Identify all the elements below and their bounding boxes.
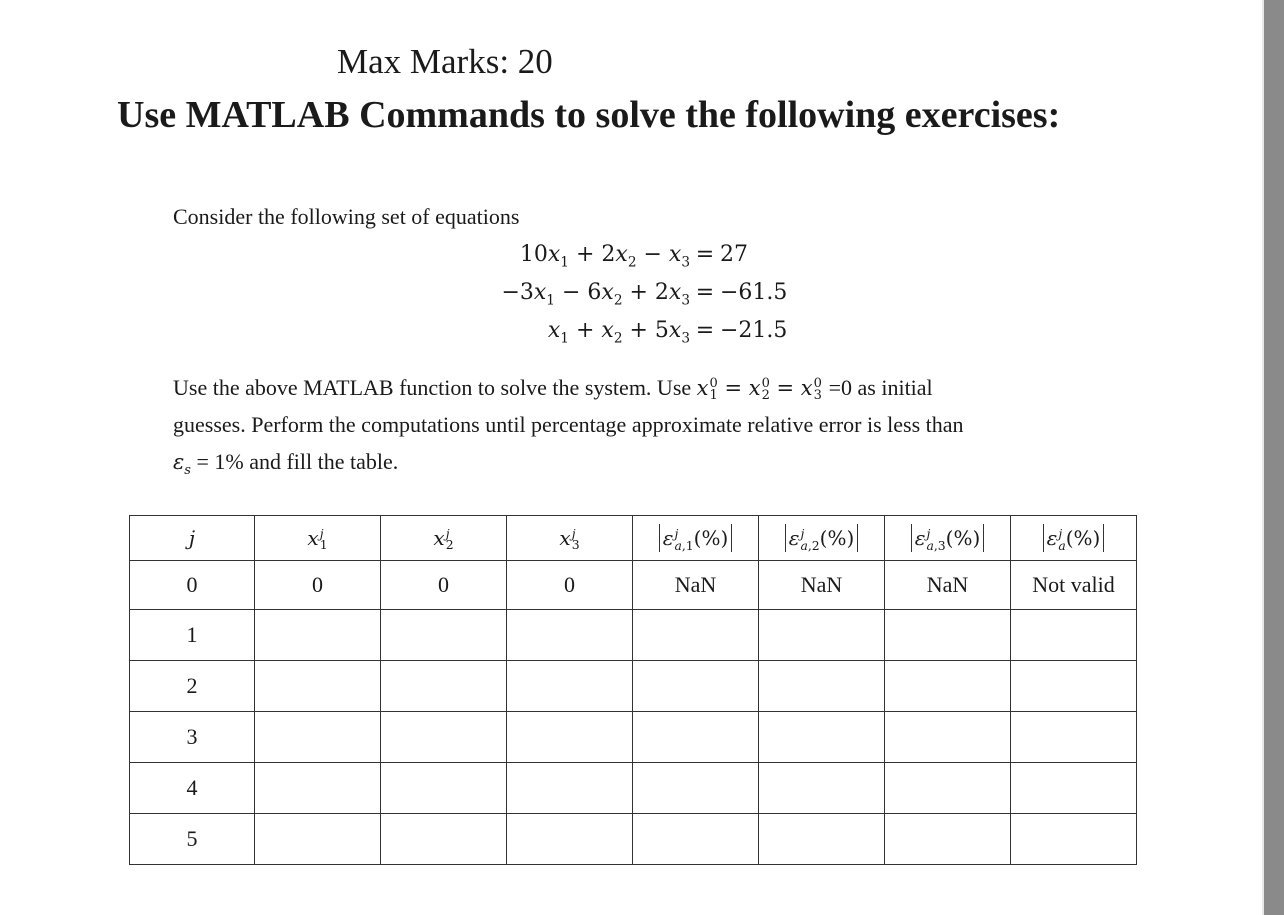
table-cell <box>759 763 885 814</box>
table-cell: 0 <box>507 561 633 610</box>
row-index-cell: 4 <box>130 763 255 814</box>
table-cell <box>507 763 633 814</box>
table-cell <box>885 763 1011 814</box>
row-index-cell: 1 <box>130 610 255 661</box>
equation-1-lhs: $10x_1 + 2x_2 - x_3$ <box>519 242 690 271</box>
header-x3: x j 3 <box>507 516 633 561</box>
table-cell <box>633 712 759 763</box>
initial-guess-expression: x 0 1 = x 0 2 = x 0 3 <box>696 375 822 403</box>
equation-2-rhs: −61.5 <box>720 280 788 305</box>
header-error-total: ε j a (%) <box>1011 516 1137 561</box>
table-cell <box>633 763 759 814</box>
table-row <box>130 814 1137 865</box>
table-cell: Not valid <box>1011 561 1137 610</box>
table-row <box>130 610 1137 661</box>
header-error-3: ε j a,3 (%) <box>885 516 1011 561</box>
tolerance-symbol: $\varepsilon_s$ <box>173 450 191 479</box>
equation-3: $x_1 + x_2 + 5x_3$ = −21.5 <box>470 312 870 350</box>
table-cell <box>507 814 633 865</box>
table-row <box>130 661 1137 712</box>
table-cell <box>381 712 507 763</box>
table-cell <box>507 610 633 661</box>
max-marks: Max Marks: 20 <box>337 42 553 81</box>
table-cell <box>507 712 633 763</box>
page-title: Use MATLAB Commands to solve the following exercises: <box>117 94 1061 136</box>
row-index-cell: 2 <box>130 661 255 712</box>
header-error-2: ε j a,2 (%) <box>759 516 885 561</box>
table-cell <box>1011 763 1137 814</box>
table-row <box>130 712 1137 763</box>
table-cell <box>885 814 1011 865</box>
instructions-line-1: Use the above MATLAB function to solve the system. Use x 0 1 = x 0 2 = x 0 3 =0 as initial <box>173 375 933 403</box>
table-row <box>130 561 1137 610</box>
table-cell <box>633 610 759 661</box>
table-cell: NaN <box>885 561 1011 610</box>
table-cell <box>633 661 759 712</box>
equation-1: $10x_1 + 2x_2 - x_3$ = 27 <box>470 236 870 274</box>
table-cell <box>507 661 633 712</box>
table-cell <box>885 661 1011 712</box>
table-cell <box>759 661 885 712</box>
table-cell <box>381 814 507 865</box>
table-row <box>130 763 1137 814</box>
row-index-cell: 0 <box>130 561 255 610</box>
table-header-row <box>130 516 1137 561</box>
table-cell <box>381 610 507 661</box>
header-j: j <box>130 516 255 561</box>
equation-3-lhs: $x_1 + x_2 + 5x_3$ <box>547 318 690 347</box>
table-cell <box>885 712 1011 763</box>
instructions-line-3: $\varepsilon_s = 1\%$ and fill the table. <box>173 449 399 479</box>
table-cell <box>1011 814 1137 865</box>
table-cell <box>759 814 885 865</box>
header-x2: x j 2 <box>381 516 507 561</box>
equation-2-lhs: $-3x_1 - 6x_2 + 2x_3$ <box>501 280 690 309</box>
table-cell <box>255 814 381 865</box>
table-cell <box>759 610 885 661</box>
table-cell <box>1011 661 1137 712</box>
equation-1-rhs: 27 <box>720 242 748 267</box>
table-cell <box>759 712 885 763</box>
row-index-cell: 5 <box>130 814 255 865</box>
table-cell <box>255 712 381 763</box>
iteration-table <box>129 515 1137 865</box>
table-cell <box>255 610 381 661</box>
table-cell <box>633 814 759 865</box>
header-x1: x j 1 <box>255 516 381 561</box>
row-index-cell: 3 <box>130 712 255 763</box>
problem-intro: Consider the following set of equations <box>173 204 520 229</box>
page-edge-scrollbar <box>1262 0 1284 915</box>
equation-3-rhs: −21.5 <box>720 318 788 343</box>
table-cell <box>255 661 381 712</box>
table-cell <box>255 763 381 814</box>
table-cell: NaN <box>633 561 759 610</box>
table-cell: 0 <box>255 561 381 610</box>
equation-2: $-3x_1 - 6x_2 + 2x_3$ = −61.5 <box>470 274 870 312</box>
header-error-1: ε j a,1 (%) <box>633 516 759 561</box>
table-cell <box>1011 712 1137 763</box>
table-cell <box>1011 610 1137 661</box>
table-cell: NaN <box>759 561 885 610</box>
equation-system <box>470 236 870 350</box>
table-cell: 0 <box>381 561 507 610</box>
instructions-paragraph <box>173 369 1173 480</box>
table-cell <box>381 763 507 814</box>
table-cell <box>381 661 507 712</box>
table-cell <box>885 610 1011 661</box>
instructions-line-2: guesses. Perform the computations until percentage approximate relative error is less than <box>173 412 964 437</box>
